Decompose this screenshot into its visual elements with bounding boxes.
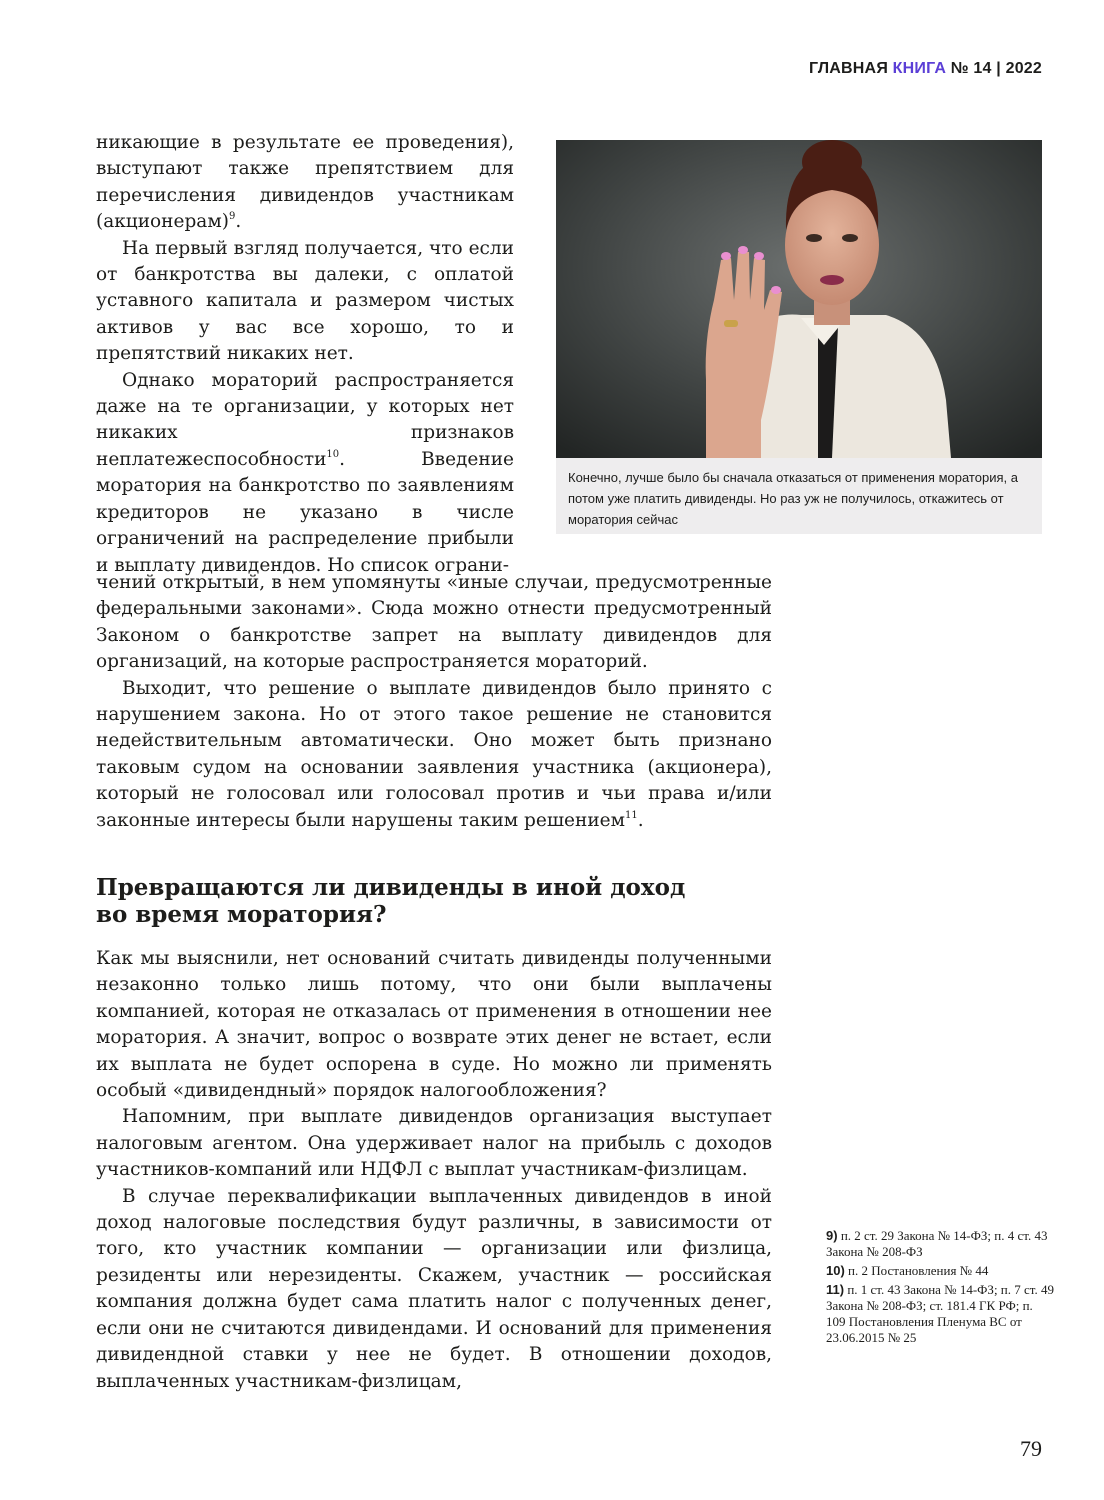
footnote-ref: 9 <box>228 211 236 223</box>
footnote-text: п. 2 ст. 29 Закона № 14-ФЗ; п. 4 ст. 43 Закона № 208-ФЗ <box>826 1228 1048 1259</box>
footnote-ref: 11 <box>625 809 638 821</box>
paragraph: Выходит, что решение о выплате дивидендов было принято с нарушением закона. Но от этого такое решение не становится недействительным автоматически. Оно может быть признано таковым судом на основании заявления участника (акционера), который не голосовал или голосовал против и чьи права и/или законные интересы были нарушены таким решением$^{11}$. <box>96 677 772 831</box>
header-title-accent: КНИГА <box>892 60 947 77</box>
footnote-ref: 10 <box>326 448 340 460</box>
paragraph-text: никающие в результате ее проведения), выступают также препятствием для перечисления дивидендов участникам (акционерам) <box>96 132 514 233</box>
paragraph: Как мы выяснили, нет оснований считать дивиденды полученными незаконно только лишь потому, что они были выплачены компанией, которая не отказалась от применения в отношении нее моратория. А значит, вопрос о возврате этих денег не встает, если их выплата не будет оспорена в суде. Но можно ли применять особый «дивидендный» порядок налогообложения? <box>96 948 772 1102</box>
paragraph: На первый взгляд получается, что если от банкротства вы далеки, с оплатой уставного капитала и размером чистых активов у вас все хорошо, то и препятствий никаких нет. <box>96 237 514 365</box>
footnote-text: п. 2 Постановления № 44 <box>844 1263 989 1278</box>
paragraph: В случае переквалификации выплаченных дивидендов в иной доход налоговые последствия будут различны, в зависимости от того, кто участник компании — организации или физлица, резиденты или нерезиденты. Скажем, участник — российская компания должна будет сама платить налог с полученных денег, если они не считаются дивидендами. И оснований для применения дивидендной ставки у нее не будет. В отношении доходов, выплаченных участникам-физлицам, <box>96 1185 772 1392</box>
photo-caption: Конечно, лучше было бы сначала отказаться от применения моратория, а потом уже платить дивиденды. Но раз уж не получилось, откажитесь от моратория сейчас <box>568 470 1018 527</box>
page-number: 79 <box>1020 1436 1042 1461</box>
paragraph-text: Выходит, что решение о выплате дивидендов было принято с нарушением закона. Но от этого такое решение не становится недействительным автоматически. Оно может быть признано таковым судом на основании заявления участника (акционера), который не голосовал или голосовал против и чьи права и/или законные интересы были нарушены таким решением <box>96 677 772 831</box>
footnote <box>826 1263 1054 1279</box>
heading-line: во время моратория? <box>96 901 387 928</box>
footnotes <box>826 1228 1054 1349</box>
header-title: ГЛАВНАЯ <box>809 60 893 77</box>
body-column-wide <box>96 570 772 834</box>
paragraph: чений открытый, в нем упомянуты «иные случаи, предусмотренные федеральными законами». Сюда можно отнести предусмотренный Законом о банкротстве запрет на выплату дивидендов для организаций, на которые распространяется мораторий. <box>96 572 772 673</box>
paragraph-text: Однако мораторий распространяется даже на те организации, у которых нет никаких признаков неплатежеспособности <box>96 369 514 470</box>
paragraph-text: Введение моратория на банкротство по заявлениям кредиторов не указано в числе ограничений на распределение прибыли и выплату дивидендов. Но список ограни- <box>96 448 514 576</box>
article-photo <box>556 140 1042 458</box>
paragraph: никающие в результате ее проведения), выступают также препятствием для перечисления дивидендов участникам (акционерам)$^9$. <box>96 132 514 233</box>
footnote-number: 10) <box>826 1263 845 1278</box>
body-column-bottom <box>96 946 772 1395</box>
footnote-text: п. 1 ст. 43 Закона № 14-ФЗ; п. 7 ст. 49 Закона № 208-ФЗ; ст. 181.4 ГК РФ; п. 109 Постановления Пленума ВС от 23.06.2015 № 25 <box>826 1282 1054 1345</box>
footnote-number: 9) <box>826 1228 838 1243</box>
paragraph: Напомним, при выплате дивидендов организация выступает налоговым агентом. Она удерживает налог на прибыль с доходов участников-компаний или НДФЛ с выплат участникам-физлицам. <box>96 1106 772 1181</box>
footnote <box>826 1228 1054 1260</box>
header-issue: № 14 | 2022 <box>946 60 1042 77</box>
photo-caption-box <box>556 458 1042 534</box>
magazine-header <box>809 60 1042 78</box>
heading-line: Превращаются ли дивиденды в иной доход <box>96 874 686 901</box>
footnote-number: 11) <box>826 1282 845 1297</box>
paragraph: Однако мораторий распространяется даже на те организации, у которых нет никаких признаков неплатежеспособности$^{10}$. Введение моратория на банкротство по заявлениям кредиторов не указано в числе ограничений на распределение прибыли и выплату дивидендов. Но список ограни- <box>96 369 514 576</box>
section-heading <box>96 874 772 928</box>
body-column-top <box>96 130 514 579</box>
footnote <box>826 1282 1054 1346</box>
